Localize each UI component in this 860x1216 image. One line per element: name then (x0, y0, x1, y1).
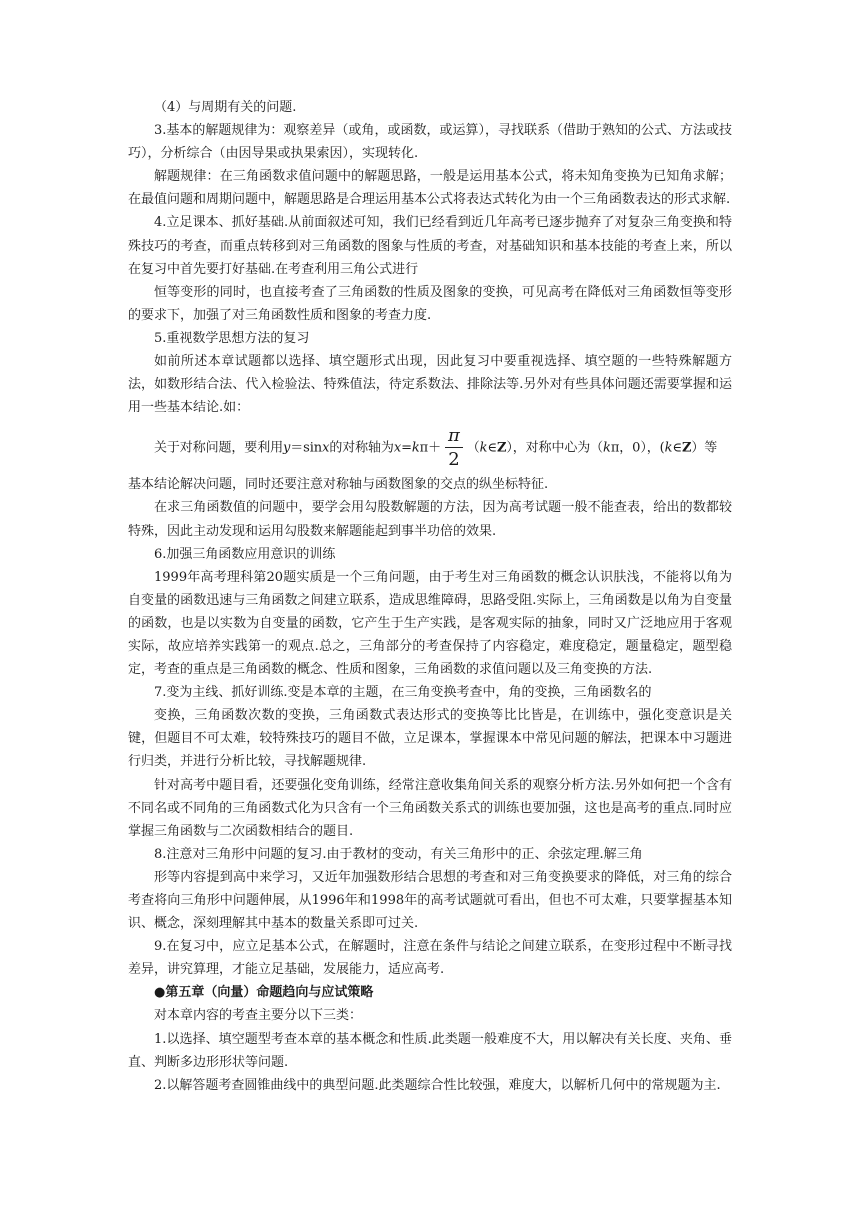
formula-text: 关于对称问题，要利用 (154, 440, 284, 456)
paragraph: 3.基本的解题规律为：观察差异（或角，或函数，或运算），寻找联系（借助于熟知的公式、方法或技巧），分析综合（由因导果或执果索因），实现转化. (128, 123, 732, 162)
formula-var: k (479, 440, 488, 456)
section-heading: 6.加强三角函数应用意识的训练 (154, 546, 336, 562)
section-heading: 5.重视数学思想方法的复习 (154, 330, 310, 346)
paragraph: 1999年高考理科第20题实质是一个三角问题，由于考生对三角函数的概念认识肤浅，不能将以角为自变量的函数迅速与三角函数之间建立联系，造成思维障碍，思路受阻.实际上，三角函数是以角为自变量的函数，也是以实数为自变量的函数，它产生于生产实践，是客观实际的抽象，同时又广泛地应用于客观实际，故应培养实践第一的观点.总之，三角部分的考查保持了内容稳定，难度稳定，题量稳定，题型稳定，考查的重点是三角函数的概念、性质和图象，三角函数的求值问题以及三角变换的方法. (128, 569, 732, 678)
paragraph: 4.立足课本、抓好基础.从前面叙述可知，我们已经看到近几年高考已逐步抛弃了对复杂三角变换和特殊技巧的考查，而重点转移到对三角函数的图象与性质的考查，对基础知识和基本技能的考查上来，所以在复习中首先要打好基础.在考查利用三角公式进行 (128, 215, 732, 277)
paragraph: 对本章内容的考查主要分以下三类： (154, 1008, 363, 1024)
formula-text: ＋ (428, 440, 441, 456)
paragraph: 如前所述本章试题都以选择、填空题形式出现，因此复习中要重视选择、填空题的一些特殊解题方法，如数形结合法、代入检验法、特殊值法，待定系数法、排除法等.另外对有些具体问题还需要掌握和运用一些基本结论.如： (128, 354, 732, 416)
chapter-heading-text: 第五章（向量）命题趋向与应试策略 (165, 985, 374, 1001)
paragraph: 形等内容提到高中来学习，又近年加强数形结合思想的考查和对三角变换要求的降低，对三角的综合考查将向三角形中问题伸展，从1996年和1998年的高考试题就可看出，但也不可太难，只要掌握基本知识、概念，深刻理解其中基本的数量关系即可过关. (128, 869, 732, 932)
formula-symbol: ∈ (487, 440, 497, 456)
fraction-denominator: 2 (448, 449, 460, 471)
formula-text: = (401, 440, 412, 456)
formula-symbol: ∈ (672, 440, 682, 456)
formula-line (128, 427, 732, 469)
paragraph: 1.以选择、填空题型考查本章的基本概念和性质.此类题一般难度不大，用以解决有关长度、夹角、垂直、判断多边形形状等问题. (128, 1031, 732, 1070)
formula-var: x (393, 440, 402, 456)
paragraph: 解题规律：在三角函数求值问题中的解题思路，一般是运用基本公式，将未知角变换为已知角求解；在最值问题和周期问题中，解题思路是合理运用基本公式将表达式转化为由一个三角函数表达的形式求解. (128, 169, 732, 208)
paragraph: （4）与周期有关的问题. (154, 100, 297, 115)
paragraph: 变换，三角函数次数的变换，三角函数式表达形式的变换等比比皆是，在训练中，强化变意识是关键，但题目不可太难，较特殊技巧的题目不做，立足课本，掌握课本中常见问题的解法，把课本中习题进行归类，并进行分析比较，寻找解题规律. (128, 708, 732, 770)
paragraph: 7.变为主线、抓好训练.变是本章的主题，在三角变换考查中，角的变换，三角函数名的 (154, 685, 652, 701)
formula-var: y (283, 440, 291, 456)
formula-text: ＝sin (290, 440, 323, 456)
paragraph: 针对高考中题目看，还要强化变角训练，经常注意收集角间关系的观察分析方法.另外如何把一个含有不同名或不同角的三角函数式化为只含有一个三角函数关系式的训练也要加强，这也是高考的重点.同时应掌握三角函数与二次函数相结合的题目. (128, 777, 732, 839)
formula-var: k (411, 440, 420, 456)
formula-text: 的对称轴为 (329, 440, 394, 456)
paragraph: 基本结论解决问题，同时还要注意对称轴与函数图象的交点的纵坐标特征. (128, 477, 549, 493)
fraction-numerator: π (445, 427, 463, 448)
document-page (128, 96, 732, 1097)
formula-symbol: π (610, 440, 620, 456)
bullet-icon: ● (154, 985, 166, 1001)
pi-over-two-fraction (445, 427, 463, 469)
formula-var: x (322, 440, 330, 456)
integer-set-symbol: Z (681, 440, 692, 456)
formula-text: ，0），( (619, 440, 665, 456)
paragraph: 2.以解答题考查圆锥曲线中的典型问题.此类题综合性比较强，难度大，以解析几何中的常规题为主. (154, 1077, 721, 1093)
paragraph: 9.在复习中，应立足基本公式，在解题时，注意在条件与结论之间建立联系，在变形过程中不断寻找差异，讲究算理，才能立足基础，发展能力，适应高考. (128, 939, 732, 978)
paragraph: 8.注意对三角形中问题的复习.由于教材的变动，有关三角形中的正、余弦定理.解三角 (154, 846, 643, 862)
chapter-heading (128, 981, 732, 1004)
formula-var: k (664, 440, 673, 456)
formula-symbol: π (419, 440, 429, 456)
formula-var: k (603, 440, 611, 456)
formula-text: ）等 (691, 440, 718, 456)
formula-text: ），对称中心为（ (506, 440, 604, 456)
paragraph: 恒等变形的同时，也直接考查了三角函数的性质及图象的变换，可见高考在降低对三角函数恒等变形的要求下，加强了对三角函数性质和图象的考查力度. (128, 284, 732, 323)
paragraph: 在求三角函数值的问题中，要学会用勾股数解题的方法，因为高考试题一般不能查表，给出的数都较特殊，因此主动发现和运用勾股数来解题能起到事半功倍的效果. (128, 500, 732, 539)
integer-set-symbol: Z (496, 440, 507, 456)
formula-text: （ (466, 440, 480, 456)
